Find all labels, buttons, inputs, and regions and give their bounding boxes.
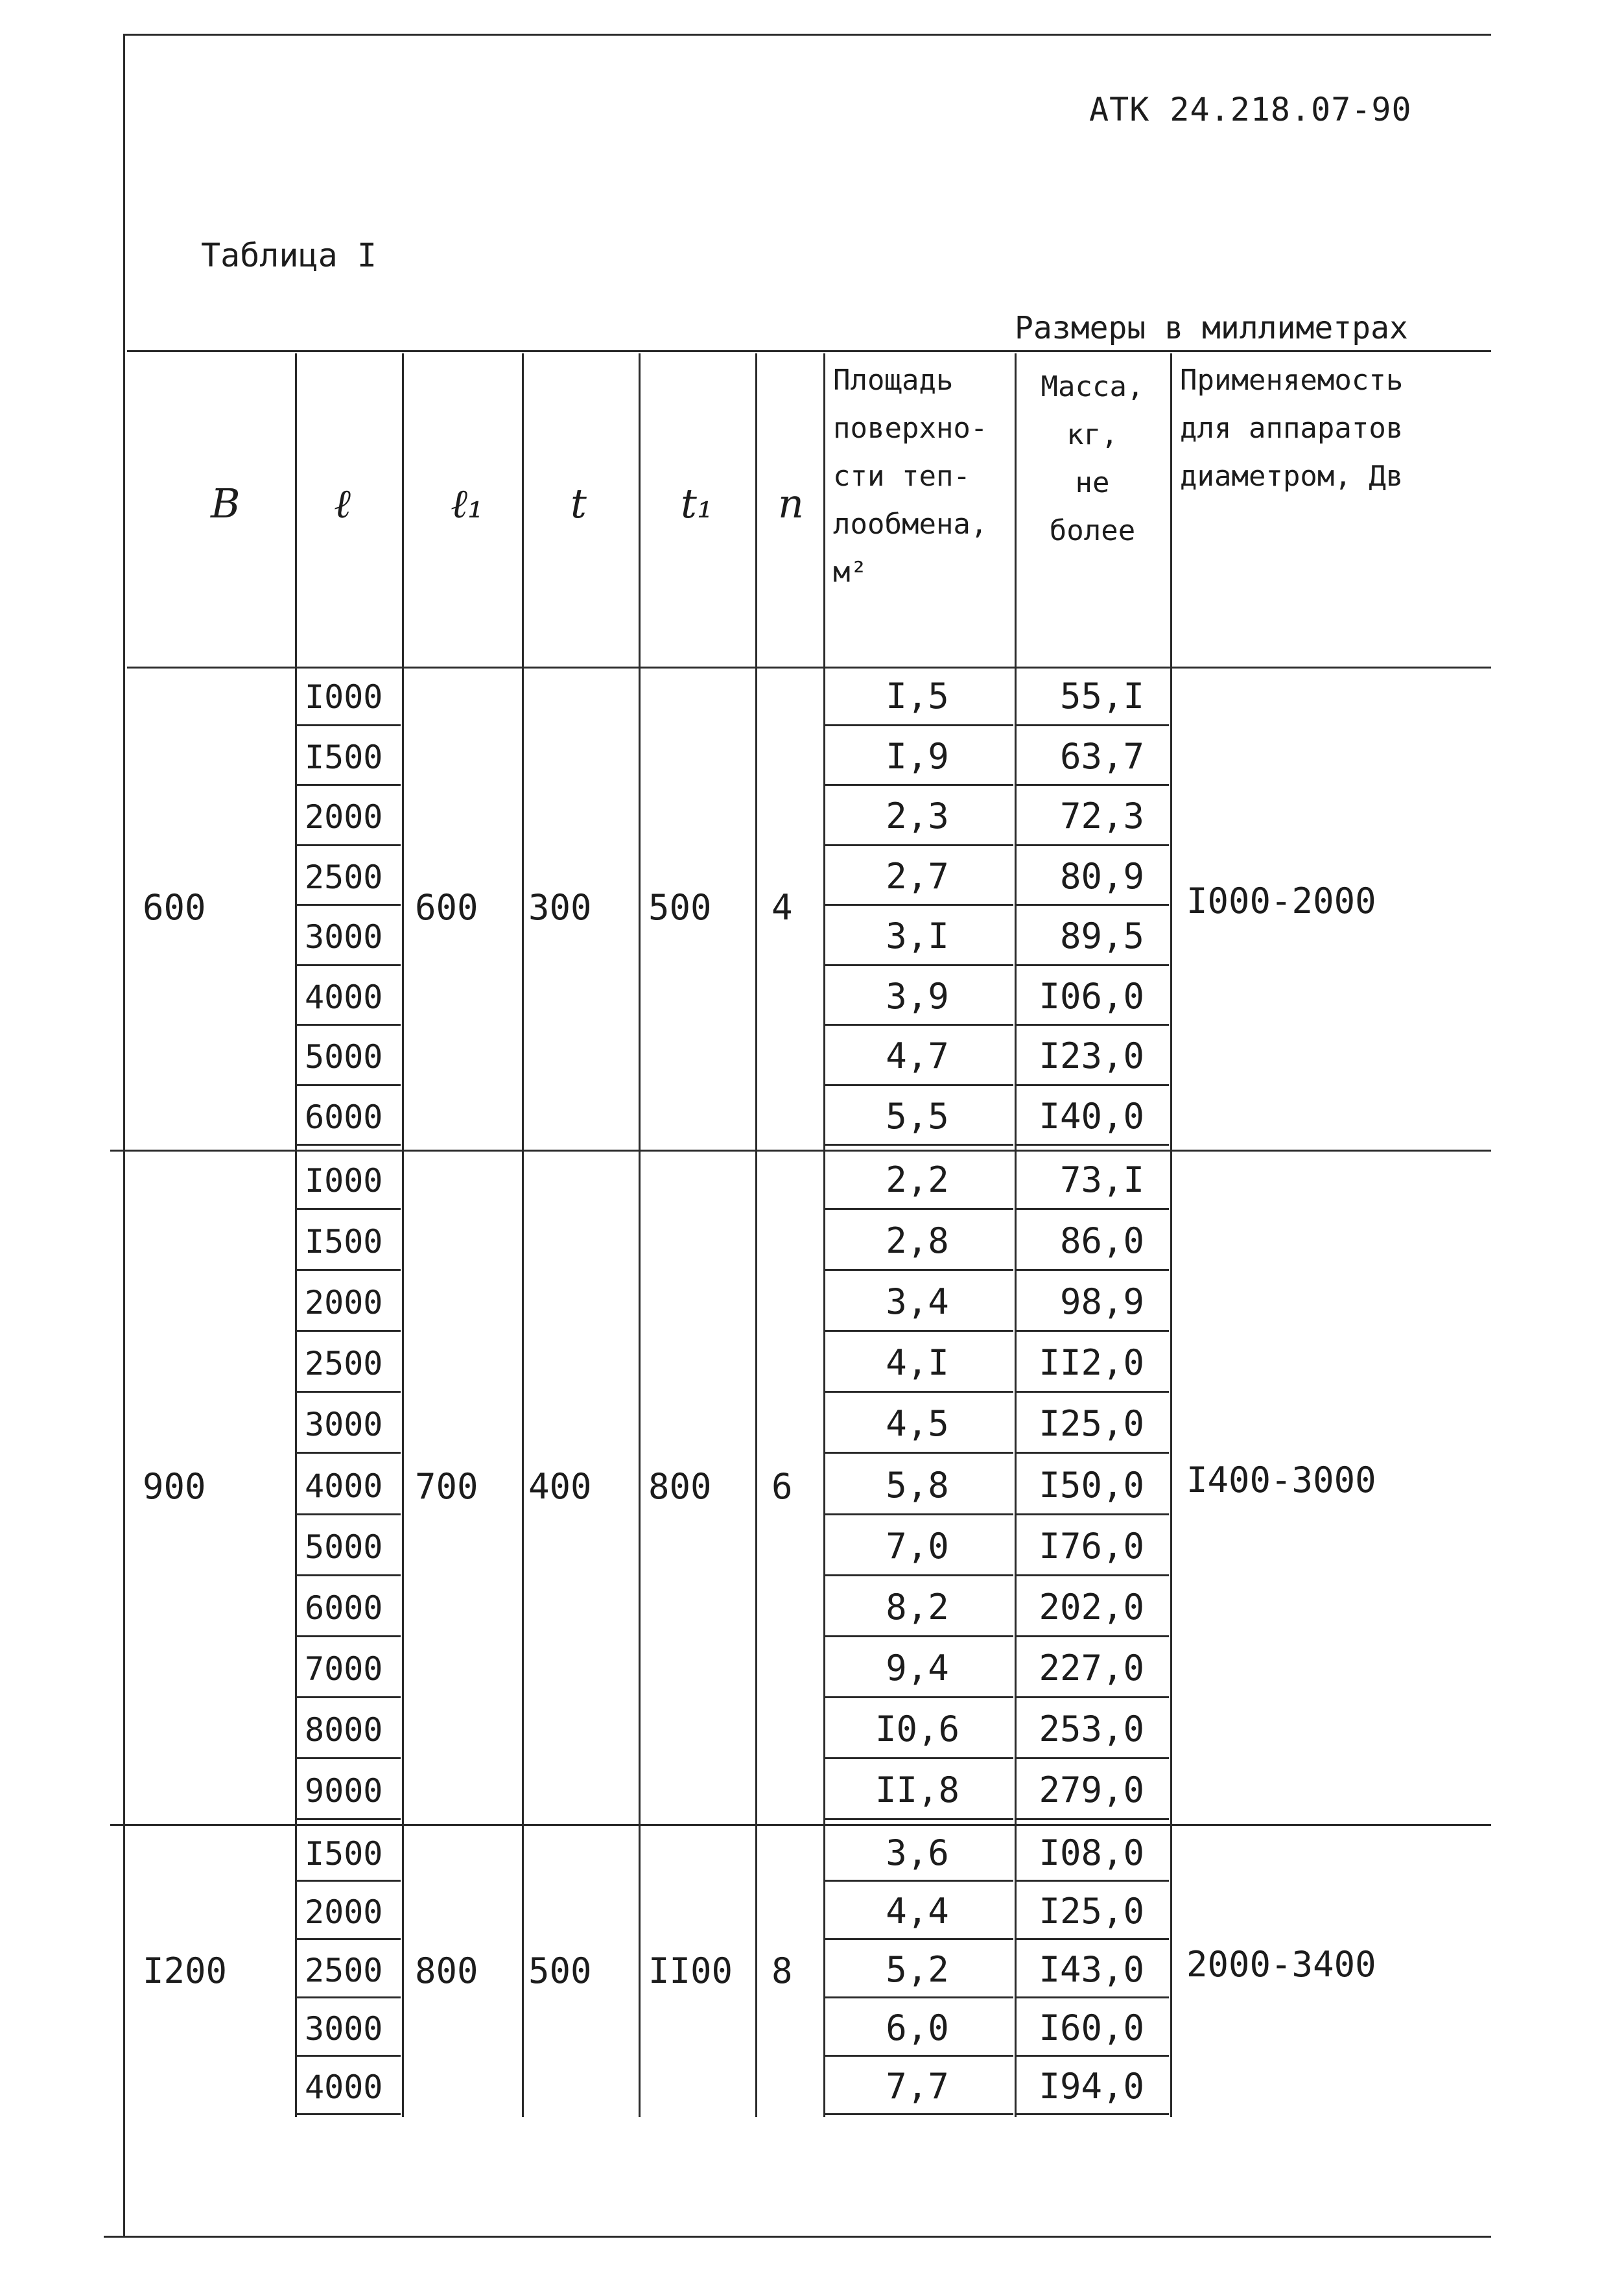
row-line-mass (1017, 1144, 1169, 1146)
cell-mass: I25,0 (1039, 1403, 1144, 1445)
cell-mass: I08,0 (1039, 1832, 1144, 1873)
cell-mass: 63,7 (1059, 735, 1144, 777)
row-line-l (297, 1996, 401, 1998)
header-bottom-line (127, 667, 1491, 669)
cell-area: 2,2 (886, 1159, 949, 1201)
row-line-area (825, 1696, 1013, 1698)
cell-area: 4,I (886, 1342, 949, 1384)
column-line (755, 353, 757, 2117)
cell-l: 4000 (305, 978, 383, 1016)
cell-area: I,9 (886, 735, 949, 777)
cell-l: 3000 (305, 2010, 383, 2048)
cell-area: 2,3 (886, 796, 949, 837)
cell-area: 3,4 (886, 1281, 949, 1323)
row-line-area (825, 1452, 1013, 1454)
cell-mass: I60,0 (1039, 2007, 1144, 2048)
row-line-mass (1017, 1757, 1169, 1759)
cell-applicability: I400-3000 (1186, 1459, 1376, 1500)
cell-area: 7,0 (886, 1525, 949, 1567)
cell-mass: 279,0 (1039, 1769, 1144, 1810)
cell-mass: 98,9 (1059, 1281, 1144, 1323)
cell-l: 3000 (305, 918, 383, 956)
row-line-mass (1017, 2055, 1169, 2057)
row-line-l (297, 784, 401, 786)
row-line-mass (1017, 1880, 1169, 1882)
row-line-area (825, 1208, 1013, 1210)
header-t1: t₁ (681, 480, 713, 527)
row-line-area (825, 1144, 1013, 1146)
row-line-area (825, 1513, 1013, 1515)
row-line-l (297, 904, 401, 906)
row-line-mass (1017, 1452, 1169, 1454)
cell-area: 5,5 (886, 1095, 949, 1137)
row-line-l (297, 1696, 401, 1698)
cell-mass: II2,0 (1039, 1342, 1144, 1384)
row-line-l (297, 1269, 401, 1271)
cell-mass: 86,0 (1059, 1220, 1144, 1262)
column-line (1170, 353, 1172, 2117)
cell-t: 500 (528, 1950, 592, 1991)
cell-area: 2,7 (886, 855, 949, 897)
row-line-mass (1017, 1938, 1169, 1940)
cell-l: I500 (305, 1223, 383, 1261)
cell-l: 6000 (305, 1098, 383, 1136)
cell-mass: I94,0 (1039, 2066, 1144, 2107)
cell-mass: 202,0 (1039, 1586, 1144, 1628)
row-line-area (825, 1391, 1013, 1393)
row-line-l (297, 2055, 401, 2057)
row-line-mass (1017, 1391, 1169, 1393)
row-line-mass (1017, 724, 1169, 726)
row-line-l (297, 1024, 401, 1026)
cell-area: I0,6 (875, 1708, 960, 1749)
row-line-l (297, 1452, 401, 1454)
row-line-area (825, 1996, 1013, 1998)
row-line-mass (1017, 2113, 1169, 2115)
row-line-area (825, 904, 1013, 906)
cell-l: 2000 (305, 798, 383, 836)
cell-t1: 800 (648, 1465, 712, 1507)
cell-area: 7,7 (886, 2066, 949, 2107)
cell-area: 5,8 (886, 1464, 949, 1506)
cell-l: 8000 (305, 1711, 383, 1749)
cell-mass: 73,I (1059, 1159, 1144, 1201)
row-line-area (825, 1330, 1013, 1332)
cell-area: 3,I (886, 916, 949, 957)
row-line-l (297, 2113, 401, 2115)
cell-l: 5000 (305, 1038, 383, 1076)
column-line (402, 353, 404, 2117)
cell-area: 9,4 (886, 1647, 949, 1688)
cell-n: 4 (771, 887, 793, 928)
cell-mass: 80,9 (1059, 855, 1144, 897)
row-line-mass (1017, 1818, 1169, 1820)
cell-l: 3000 (305, 1406, 383, 1444)
cell-mass: I50,0 (1039, 1464, 1144, 1506)
cell-mass: I76,0 (1039, 1525, 1144, 1567)
cell-mass: I23,0 (1039, 1036, 1144, 1077)
cell-l: 4000 (305, 1467, 383, 1505)
cell-n: 8 (771, 1950, 793, 1991)
row-line-area (825, 1269, 1013, 1271)
row-line-area (825, 784, 1013, 786)
cell-area: 3,6 (886, 1832, 949, 1873)
header-l: ℓ (334, 480, 351, 527)
cell-area: 8,2 (886, 1586, 949, 1628)
units-note: Размеры в миллиметрах (1015, 310, 1408, 346)
row-line-mass (1017, 1084, 1169, 1086)
row-line-l (297, 724, 401, 726)
cell-l: 7000 (305, 1650, 383, 1688)
cell-l1: 800 (415, 1950, 478, 1991)
cell-l: 2000 (305, 1284, 383, 1322)
cell-mass: 253,0 (1039, 1708, 1144, 1749)
cell-area: 5,2 (886, 1949, 949, 1990)
cell-b: 600 (143, 887, 206, 928)
cell-area: II,8 (875, 1769, 960, 1810)
row-line-area (825, 844, 1013, 846)
cell-mass: I43,0 (1039, 1949, 1144, 1990)
row-line-area (825, 964, 1013, 966)
row-line-l (297, 844, 401, 846)
cell-t1: II00 (648, 1950, 733, 1991)
cell-mass: 227,0 (1039, 1647, 1144, 1688)
row-line-mass (1017, 1996, 1169, 1998)
document-code: АТК 24.218.07-90 (1089, 91, 1412, 128)
row-line-l (297, 1635, 401, 1637)
cell-mass: I25,0 (1039, 1891, 1144, 1932)
header-applicability: Применяемость для аппаратов диаметром, Дв (1180, 364, 1404, 493)
row-line-mass (1017, 844, 1169, 846)
cell-area: 4,7 (886, 1036, 949, 1077)
row-line-l (297, 964, 401, 966)
table-title: Таблица I (201, 237, 377, 274)
row-line-area (825, 1574, 1013, 1576)
row-line-mass (1017, 1330, 1169, 1332)
cell-l: I000 (305, 678, 383, 716)
row-line-area (825, 1938, 1013, 1940)
cell-l: I500 (305, 1835, 383, 1873)
cell-area: 2,8 (886, 1220, 949, 1262)
row-line-area (825, 1084, 1013, 1086)
row-line-area (825, 1880, 1013, 1882)
header-top-line (127, 350, 1491, 352)
cell-l: I500 (305, 738, 383, 776)
cell-l: 2000 (305, 1893, 383, 1931)
row-line-l (297, 1513, 401, 1515)
cell-area: 4,4 (886, 1891, 949, 1932)
cell-l: 4000 (305, 2068, 383, 2106)
column-line (522, 353, 524, 2117)
header-n: n (778, 480, 804, 527)
cell-l: 6000 (305, 1589, 383, 1627)
row-line-area (825, 1024, 1013, 1026)
row-line-l (297, 1391, 401, 1393)
header-mass: Масса, кг, не более (1041, 370, 1144, 547)
row-line-area (825, 1818, 1013, 1820)
row-line-l (297, 1574, 401, 1576)
cell-t: 300 (528, 887, 592, 928)
row-line-l (297, 1880, 401, 1882)
row-line-mass (1017, 1513, 1169, 1515)
row-line-mass (1017, 1635, 1169, 1637)
row-line-l (297, 1084, 401, 1086)
column-line (639, 353, 641, 2117)
header-t: t (571, 480, 587, 527)
cell-mass: 55,I (1059, 676, 1144, 717)
column-line (295, 353, 297, 2117)
group-divider-line (110, 1150, 1491, 1152)
row-line-mass (1017, 1574, 1169, 1576)
group-divider-line (110, 1824, 1491, 1826)
column-line (823, 353, 825, 2117)
cell-b: 900 (143, 1465, 206, 1507)
cell-l: 2500 (305, 1345, 383, 1383)
row-line-l (297, 1757, 401, 1759)
row-line-mass (1017, 1208, 1169, 1210)
header-l1: ℓ₁ (451, 480, 484, 527)
cell-applicability: 2000-3400 (1186, 1944, 1376, 1985)
cell-l: 5000 (305, 1528, 383, 1566)
row-line-mass (1017, 1269, 1169, 1271)
row-line-l (297, 1144, 401, 1146)
cell-l: I000 (305, 1162, 383, 1200)
row-line-l (297, 1330, 401, 1332)
row-line-area (825, 2113, 1013, 2115)
frame-left-line (123, 34, 125, 2237)
row-line-mass (1017, 1696, 1169, 1698)
cell-t1: 500 (648, 887, 712, 928)
row-line-l (297, 1208, 401, 1210)
cell-l: 2500 (305, 858, 383, 896)
cell-n: 6 (771, 1465, 793, 1507)
row-line-mass (1017, 904, 1169, 906)
cell-l: 9000 (305, 1771, 383, 1810)
cell-t: 400 (528, 1465, 592, 1507)
frame-top-line (123, 34, 1491, 36)
cell-area: 6,0 (886, 2007, 949, 2048)
cell-mass: I06,0 (1039, 975, 1144, 1017)
cell-area: I,5 (886, 676, 949, 717)
cell-area: 3,9 (886, 975, 949, 1017)
cell-mass: 89,5 (1059, 916, 1144, 957)
cell-applicability: I000-2000 (1186, 881, 1376, 921)
cell-l1: 700 (415, 1465, 478, 1507)
cell-l1: 600 (415, 887, 478, 928)
row-line-mass (1017, 1024, 1169, 1026)
row-line-l (297, 1818, 401, 1820)
cell-area: 4,5 (886, 1403, 949, 1445)
cell-mass: I40,0 (1039, 1095, 1144, 1137)
cell-b: I200 (143, 1950, 228, 1991)
header-area: Площадь поверхно- сти теп- лообмена, м² (833, 364, 988, 589)
row-line-area (825, 1757, 1013, 1759)
row-line-area (825, 1635, 1013, 1637)
row-line-mass (1017, 784, 1169, 786)
header-b: B (211, 480, 241, 527)
row-line-area (825, 724, 1013, 726)
row-line-area (825, 2055, 1013, 2057)
cell-mass: 72,3 (1059, 796, 1144, 837)
frame-bottom-line (104, 2236, 1491, 2238)
cell-l: 2500 (305, 1952, 383, 1989)
row-line-l (297, 1938, 401, 1940)
row-line-mass (1017, 964, 1169, 966)
